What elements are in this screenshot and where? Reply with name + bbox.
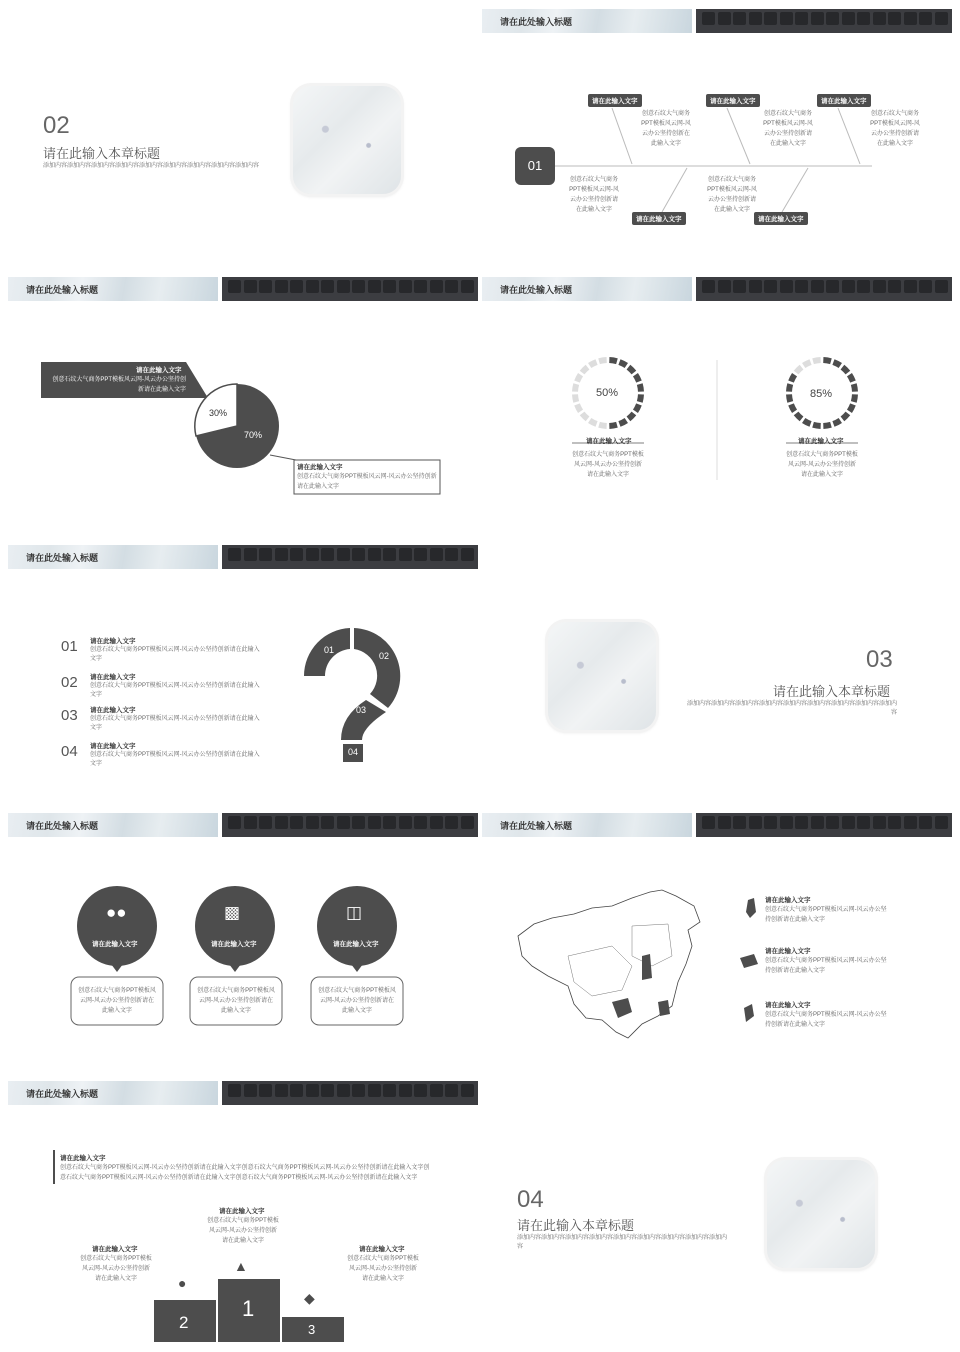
slide-podium: [8, 1074, 478, 1344]
money-bag-icon: ●: [178, 1275, 187, 1291]
ring-segment: [599, 425, 607, 426]
map-item-2-body: 创意石纹大气商务PPT模板风云网-风云办公坚持创新请在此输入文字: [765, 958, 887, 974]
pie-chart: [8, 270, 478, 534]
qmark-label-04: 04: [348, 747, 359, 757]
users-icon: ●●: [106, 903, 127, 922]
pie-callout-2-title: 请在此输入文字: [297, 464, 343, 471]
ring-segment: [789, 394, 790, 402]
ring-segment: [791, 404, 795, 411]
circle-3-body: 创意石纹大气商务PPT模板风云网-风云办公坚持创新请在此输入文字: [318, 988, 396, 1014]
keyboard-key: [306, 1084, 319, 1097]
marble-tile-image: [548, 622, 656, 730]
map-item-1-title: 请在此输入文字: [765, 897, 811, 904]
q-item-body: 创意石纹大气商务PPT模板风云网-风云办公坚持创新请在此输入文字: [90, 716, 260, 731]
slide-pie: [8, 270, 478, 534]
fishbone-text-3: 创意石纹大气商务PPT模板风云网-风云办公坚持创新请在此输入文字: [870, 111, 920, 147]
ring-segment: [833, 362, 840, 366]
ring-2-label: 85%: [810, 388, 833, 400]
china-map: [482, 806, 952, 1070]
keyboard-key: [259, 1084, 272, 1097]
q-item-number: 01: [61, 638, 78, 655]
slide-header: [8, 1081, 478, 1105]
q-item-body: 创意石纹大气商务PPT模板风云网-风云办公坚持创新请在此输入文字: [90, 752, 260, 767]
header-title: 请在此处输入标题: [26, 553, 99, 563]
keyboard-key: [383, 1084, 396, 1097]
circle-1-title: 请在此输入文字: [92, 941, 138, 948]
ring-segment: [640, 384, 641, 392]
fishbone-tag-5: 请在此输入文字: [754, 212, 808, 225]
podium-caption-3-title: 请在此输入文字: [359, 1246, 405, 1253]
fishbone-text-1: 创意石纹大气商务PPT模板风云网-风云办公坚持创新在此输入文字: [641, 111, 691, 147]
ring-segment: [635, 375, 639, 382]
ring-1-body: 创意石纹大气商务PPT模板风云网-风云办公坚持创新请在此输入文字: [572, 452, 644, 478]
ring-segment: [823, 360, 831, 361]
slide-section-04: [482, 1074, 952, 1344]
ring-segment: [628, 367, 633, 372]
bank-icon: ▲: [234, 1258, 248, 1274]
ring-segment: [609, 425, 617, 426]
section-title: 请在此输入本章标题: [43, 146, 161, 161]
ring-segment: [590, 420, 597, 424]
ring-segment: [789, 384, 790, 392]
marble-tile-image: [293, 86, 401, 194]
chart-down-icon: ▩: [224, 903, 241, 922]
qmark-label-03: 03: [356, 705, 367, 715]
ring-segment: [640, 394, 641, 402]
fishbone-tag-2: 请在此输入文字: [706, 94, 760, 107]
ring-segment: [590, 362, 597, 366]
podium-label-1: 1: [242, 1296, 255, 1321]
slide-question: [8, 538, 478, 802]
q-item-title: 请在此输入文字: [90, 707, 136, 714]
keyboard-key: [321, 1084, 334, 1097]
section-number: 03: [866, 646, 893, 673]
ring-2-title: 请在此输入文字: [798, 438, 844, 445]
keyboard-key: [228, 1084, 241, 1097]
q-item-title: 请在此输入文字: [90, 674, 136, 681]
qmark-label-01: 01: [324, 645, 335, 655]
ring-segment: [796, 367, 801, 372]
section-title: 请在此输入本章标题: [773, 684, 891, 699]
keyboard-key: [445, 1084, 458, 1097]
slide-circles: [8, 806, 478, 1070]
ring-segment: [849, 404, 853, 411]
map-item-1-body: 创意石纹大气商务PPT模板风云网-风云办公坚持创新请在此输入文字: [765, 907, 887, 923]
keyboard-key: [352, 1084, 365, 1097]
keyboard-key: [414, 1084, 427, 1097]
keyboard-key: [244, 1084, 257, 1097]
ring-segment: [813, 425, 821, 426]
question-mark-graphic: [8, 538, 478, 802]
q-item-number: 03: [61, 707, 78, 724]
progress-rings: [482, 270, 952, 534]
fishbone-tag-3: 请在此输入文字: [817, 94, 871, 107]
podium-top-body: 创意石纹大气商务PPT模板风云网-风云办公坚持创新请在此输入文字创意石纹大气商务PPT模板风云网-风云办公坚持创新请在此输入文字创意石纹大气商务PPT模板风云网-风云办公坚持创新请在此输入文字创意石纹大气商务PPT模板风云网-风云办公坚持创新请在此输入文字: [60, 1165, 430, 1181]
pie-callout-1-body: 创意石纹大气商务PPT模板风云网-风云办公坚持创新请在此输入文字: [52, 377, 186, 393]
q-item-title: 请在此输入文字: [90, 638, 136, 645]
ring-segment: [577, 404, 581, 411]
header-title: 请在此处输入标题: [500, 821, 573, 831]
ring-segment: [575, 394, 576, 402]
keyboard-key: [290, 1084, 303, 1097]
section-body: 添加内容添加内容添加内容添加内容添加内容添加内容添加内容添加内容添加内容: [687, 701, 898, 716]
q-item-body: 创意石纹大气商务PPT模板风云网-风云办公坚持创新请在此输入文字: [90, 647, 260, 662]
slide-section-03: [482, 538, 952, 802]
ring-segment: [635, 404, 639, 411]
ring-segment: [628, 413, 633, 418]
pie-label-70: 70%: [244, 430, 263, 440]
ring-segment: [619, 362, 626, 366]
section-body: 添加内容添加内容添加内容添加内容添加内容添加内容添加内容添加内容添加内容: [517, 1235, 728, 1250]
ring-segment: [833, 420, 840, 424]
qmark-label-02: 02: [379, 651, 390, 661]
slide-section-02: [8, 0, 478, 264]
header-title: 请在此处输入标题: [26, 1089, 99, 1099]
ring-segment: [804, 420, 811, 424]
ring-segment: [823, 425, 831, 426]
ring-segment: [599, 360, 607, 361]
q-item-number: 04: [61, 743, 78, 760]
ring-segment: [609, 360, 617, 361]
map-item-2-title: 请在此输入文字: [765, 948, 811, 955]
fishbone-tag-1: 请在此输入文字: [588, 94, 642, 107]
ring-1-label: 50%: [596, 387, 619, 399]
ring-segment: [796, 413, 801, 418]
fishbone-tag-4: 请在此输入文字: [632, 212, 686, 225]
slide-rings: [482, 270, 952, 534]
section-title: 请在此输入本章标题: [517, 1218, 635, 1233]
ring-segment: [804, 362, 811, 366]
section-body: 添加内容添加内容添加内容添加内容添加内容添加内容添加内容添加内容添加内容: [43, 163, 260, 169]
ring-segment: [842, 367, 847, 372]
ring-segment: [577, 375, 581, 382]
section-number: 04: [517, 1186, 544, 1213]
circle-2-title: 请在此输入文字: [211, 941, 257, 948]
podium-caption-2-title: 请在此输入文字: [92, 1246, 138, 1253]
header-title: 请在此处输入标题: [26, 285, 99, 295]
fishbone-head: [515, 147, 555, 185]
ring-segment: [849, 375, 853, 382]
marble-tile-image: [767, 1160, 875, 1268]
pie-label-30: 30%: [209, 408, 228, 418]
podium-caption-2-body: 创意石纹大气商务PPT模板风云网-风云办公坚持创新请在此输入文字: [80, 1256, 152, 1282]
section-number: 02: [43, 112, 70, 139]
circle-2-body: 创意石纹大气商务PPT模板风云网-风云办公坚持创新请在此输入文字: [197, 988, 275, 1014]
keyboard-key: [430, 1084, 443, 1097]
pie-callout-2-body: 创意石纹大气商务PPT模板风云网-风云办公坚持创新请在此输入文字: [297, 474, 437, 490]
circle-1-body: 创意石纹大气商务PPT模板风云网-风云办公坚持创新请在此输入文字: [78, 988, 156, 1014]
podium-caption-1-title: 请在此输入文字: [219, 1208, 265, 1215]
map-icon: ◫: [346, 903, 363, 922]
keyboard-key: [275, 1084, 288, 1097]
keyboard-key: [337, 1084, 350, 1097]
keyboard-key: [399, 1084, 412, 1097]
pie-callout-1-title: 请在此输入文字: [136, 367, 182, 374]
fishbone-text-2: 创意石纹大气商务PPT模板风云网-风云办公坚持创新请在此输入文字: [763, 111, 813, 147]
ring-segment: [854, 384, 855, 392]
keyboard-key: [368, 1084, 381, 1097]
ring-segment: [791, 375, 795, 382]
fishbone-text-4: 创意石纹大气商务PPT模板风云网-风云办公坚持创新请在此输入文字: [569, 177, 619, 213]
q-item-title: 请在此输入文字: [90, 743, 136, 750]
ring-segment: [854, 394, 855, 402]
ring-1-title: 请在此输入文字: [586, 438, 632, 445]
slide-fishbone: [482, 0, 952, 264]
circle-cards: [8, 806, 478, 1070]
fishbone-head-label: 01: [527, 158, 543, 173]
podium-label-2: 2: [179, 1313, 189, 1332]
podium-label-3: 3: [308, 1322, 316, 1337]
q-item-number: 02: [61, 674, 78, 691]
header-title: 请在此处输入标题: [500, 17, 573, 27]
slide-map: [482, 806, 952, 1070]
q-item-body: 创意石纹大气商务PPT模板风云网-风云办公坚持创新请在此输入文字: [90, 683, 260, 698]
circle-3-title: 请在此输入文字: [333, 941, 379, 948]
ring-segment: [582, 413, 587, 418]
ring-segment: [619, 420, 626, 424]
podium-caption-3-body: 创意石纹大气商务PPT模板风云网-风云办公坚持创新请在此输入文字: [347, 1256, 419, 1282]
ring-segment: [813, 360, 821, 361]
fishbone-text-5: 创意石纹大气商务PPT模板风云网-风云办公坚持创新请在此输入文字: [707, 177, 757, 213]
keyboard-key: [461, 1084, 474, 1097]
ring-segment: [582, 367, 587, 372]
podium-top-title: 请在此输入文字: [60, 1155, 106, 1162]
map-item-3-title: 请在此输入文字: [765, 1002, 811, 1009]
ring-2-body: 创意石纹大气商务PPT模板风云网-风云办公坚持创新请在此输入文字: [786, 452, 858, 478]
podium-caption-1-body: 创意石纹大气商务PPT模板风云网-风云办公坚持创新请在此输入文字: [207, 1218, 279, 1244]
diamond-icon: ◆: [304, 1290, 315, 1306]
keyboard-banner: [222, 1081, 478, 1105]
header-title: 请在此处输入标题: [26, 821, 99, 831]
ring-segment: [842, 413, 847, 418]
header-title: 请在此处输入标题: [500, 285, 573, 295]
ring-segment: [575, 384, 576, 392]
quote-bar: [53, 1150, 55, 1184]
map-item-3-body: 创意石纹大气商务PPT模板风云网-风云办公坚持创新请在此输入文字: [765, 1012, 887, 1028]
